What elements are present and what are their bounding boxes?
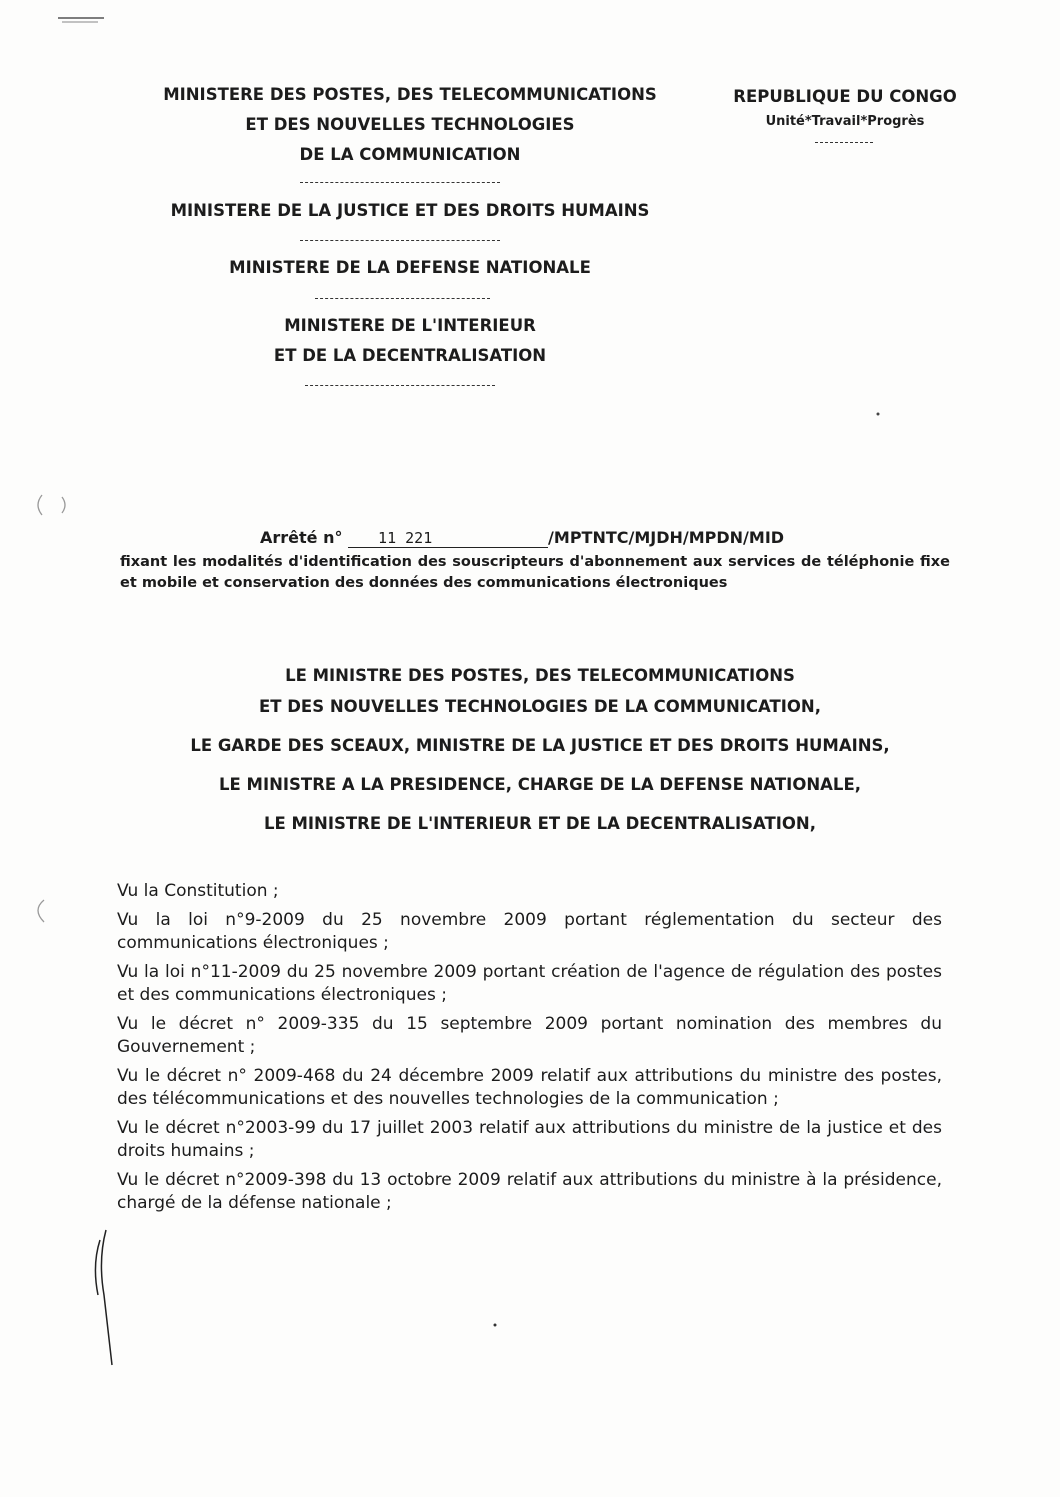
arrete-number-line (120, 528, 950, 548)
minister-justice: LE GARDE DES SCEAUX, MINISTRE DE LA JUSTICE ET DES DROITS HUMAINS, (190, 736, 890, 755)
ministers-block (100, 660, 980, 839)
arrete-reference: /MPTNTC/MJDH/MPDN/MID (548, 528, 785, 547)
visa-item: Vu le décret n°2003-99 du 17 juillet 2003 relatif aux attributions du ministre de la justice et des droits humains ; (117, 1118, 942, 1161)
ministry-ptntic-line-1: MINISTERE DES POSTES, DES TELECOMMUNICATIONS (163, 85, 657, 104)
visa-item: Vu la loi n°9-2009 du 25 novembre 2009 portant réglementation du secteur des communications électroniques ; (117, 910, 942, 953)
visa-item: Vu la loi n°11-2009 du 25 novembre 2009 portant création de l'agence de régulation des postes et des communications électroniques ; (117, 962, 942, 1005)
separator-2 (300, 240, 500, 241)
arrete-object: fixant les modalités d'identification des souscripteurs d'abonnement aux services de téléphonie fixe et mobile et conservation des données des communications électroniques (120, 554, 950, 591)
ministry-interior-line-1: MINISTERE DE L'INTERIEUR (284, 316, 536, 335)
ministry-interior-line-2: ET DE LA DECENTRALISATION (273, 346, 547, 365)
republic-motto: Unité*Travail*Progrès (765, 114, 925, 129)
republic-header (710, 82, 980, 133)
visa-item: Vu le décret n° 2009-335 du 15 septembre 2009 portant nomination des membres du Gouvernement ; (117, 1014, 942, 1057)
ministry-ptntic-line-3: DE LA COMMUNICATION (299, 145, 521, 164)
arrete-label: Arrêté n° (260, 528, 349, 547)
visa-item: Vu le décret n° 2009-468 du 24 décembre 2009 relatif aux attributions du ministre des postes, des télécommunications et des nouvelles technologies de la communication ; (117, 1066, 942, 1109)
separator-4 (305, 385, 495, 386)
visa-item: Vu le décret n°2009-398 du 13 octobre 2009 relatif aux attributions du ministre à la présidence, chargé de la défense nationale ; (117, 1170, 942, 1213)
ministry-header (100, 80, 720, 170)
margin-initials-mark (95, 1230, 112, 1365)
arrete-title-block (120, 528, 950, 594)
minister-ptntic-2: ET DES NOUVELLES TECHNOLOGIES DE LA COMMUNICATION, (258, 697, 822, 716)
ministry-ptntic-line-2: ET DES NOUVELLES TECHNOLOGIES (245, 115, 575, 134)
separator-1 (300, 182, 500, 183)
republic-separator (815, 142, 873, 143)
arrete-number: 11 221 (348, 529, 548, 548)
visa-item: Vu la Constitution ; (117, 881, 279, 901)
minister-interior: LE MINISTRE DE L'INTERIEUR ET DE LA DECENTRALISATION, (263, 814, 817, 833)
republic-title: REPUBLIQUE DU CONGO (733, 87, 957, 106)
separator-3 (315, 298, 490, 299)
ministry-justice: MINISTERE DE LA JUSTICE ET DES DROITS HUMAINS (170, 201, 650, 220)
minister-defense: LE MINISTRE A LA PRESIDENCE, CHARGE DE LA DEFENSE NATIONALE, (219, 775, 861, 794)
ministry-defense: MINISTERE DE LA DEFENSE NATIONALE (229, 258, 591, 277)
minister-ptntic-1: LE MINISTRE DES POSTES, DES TELECOMMUNICATIONS (285, 666, 795, 685)
visas-list (117, 880, 942, 1221)
